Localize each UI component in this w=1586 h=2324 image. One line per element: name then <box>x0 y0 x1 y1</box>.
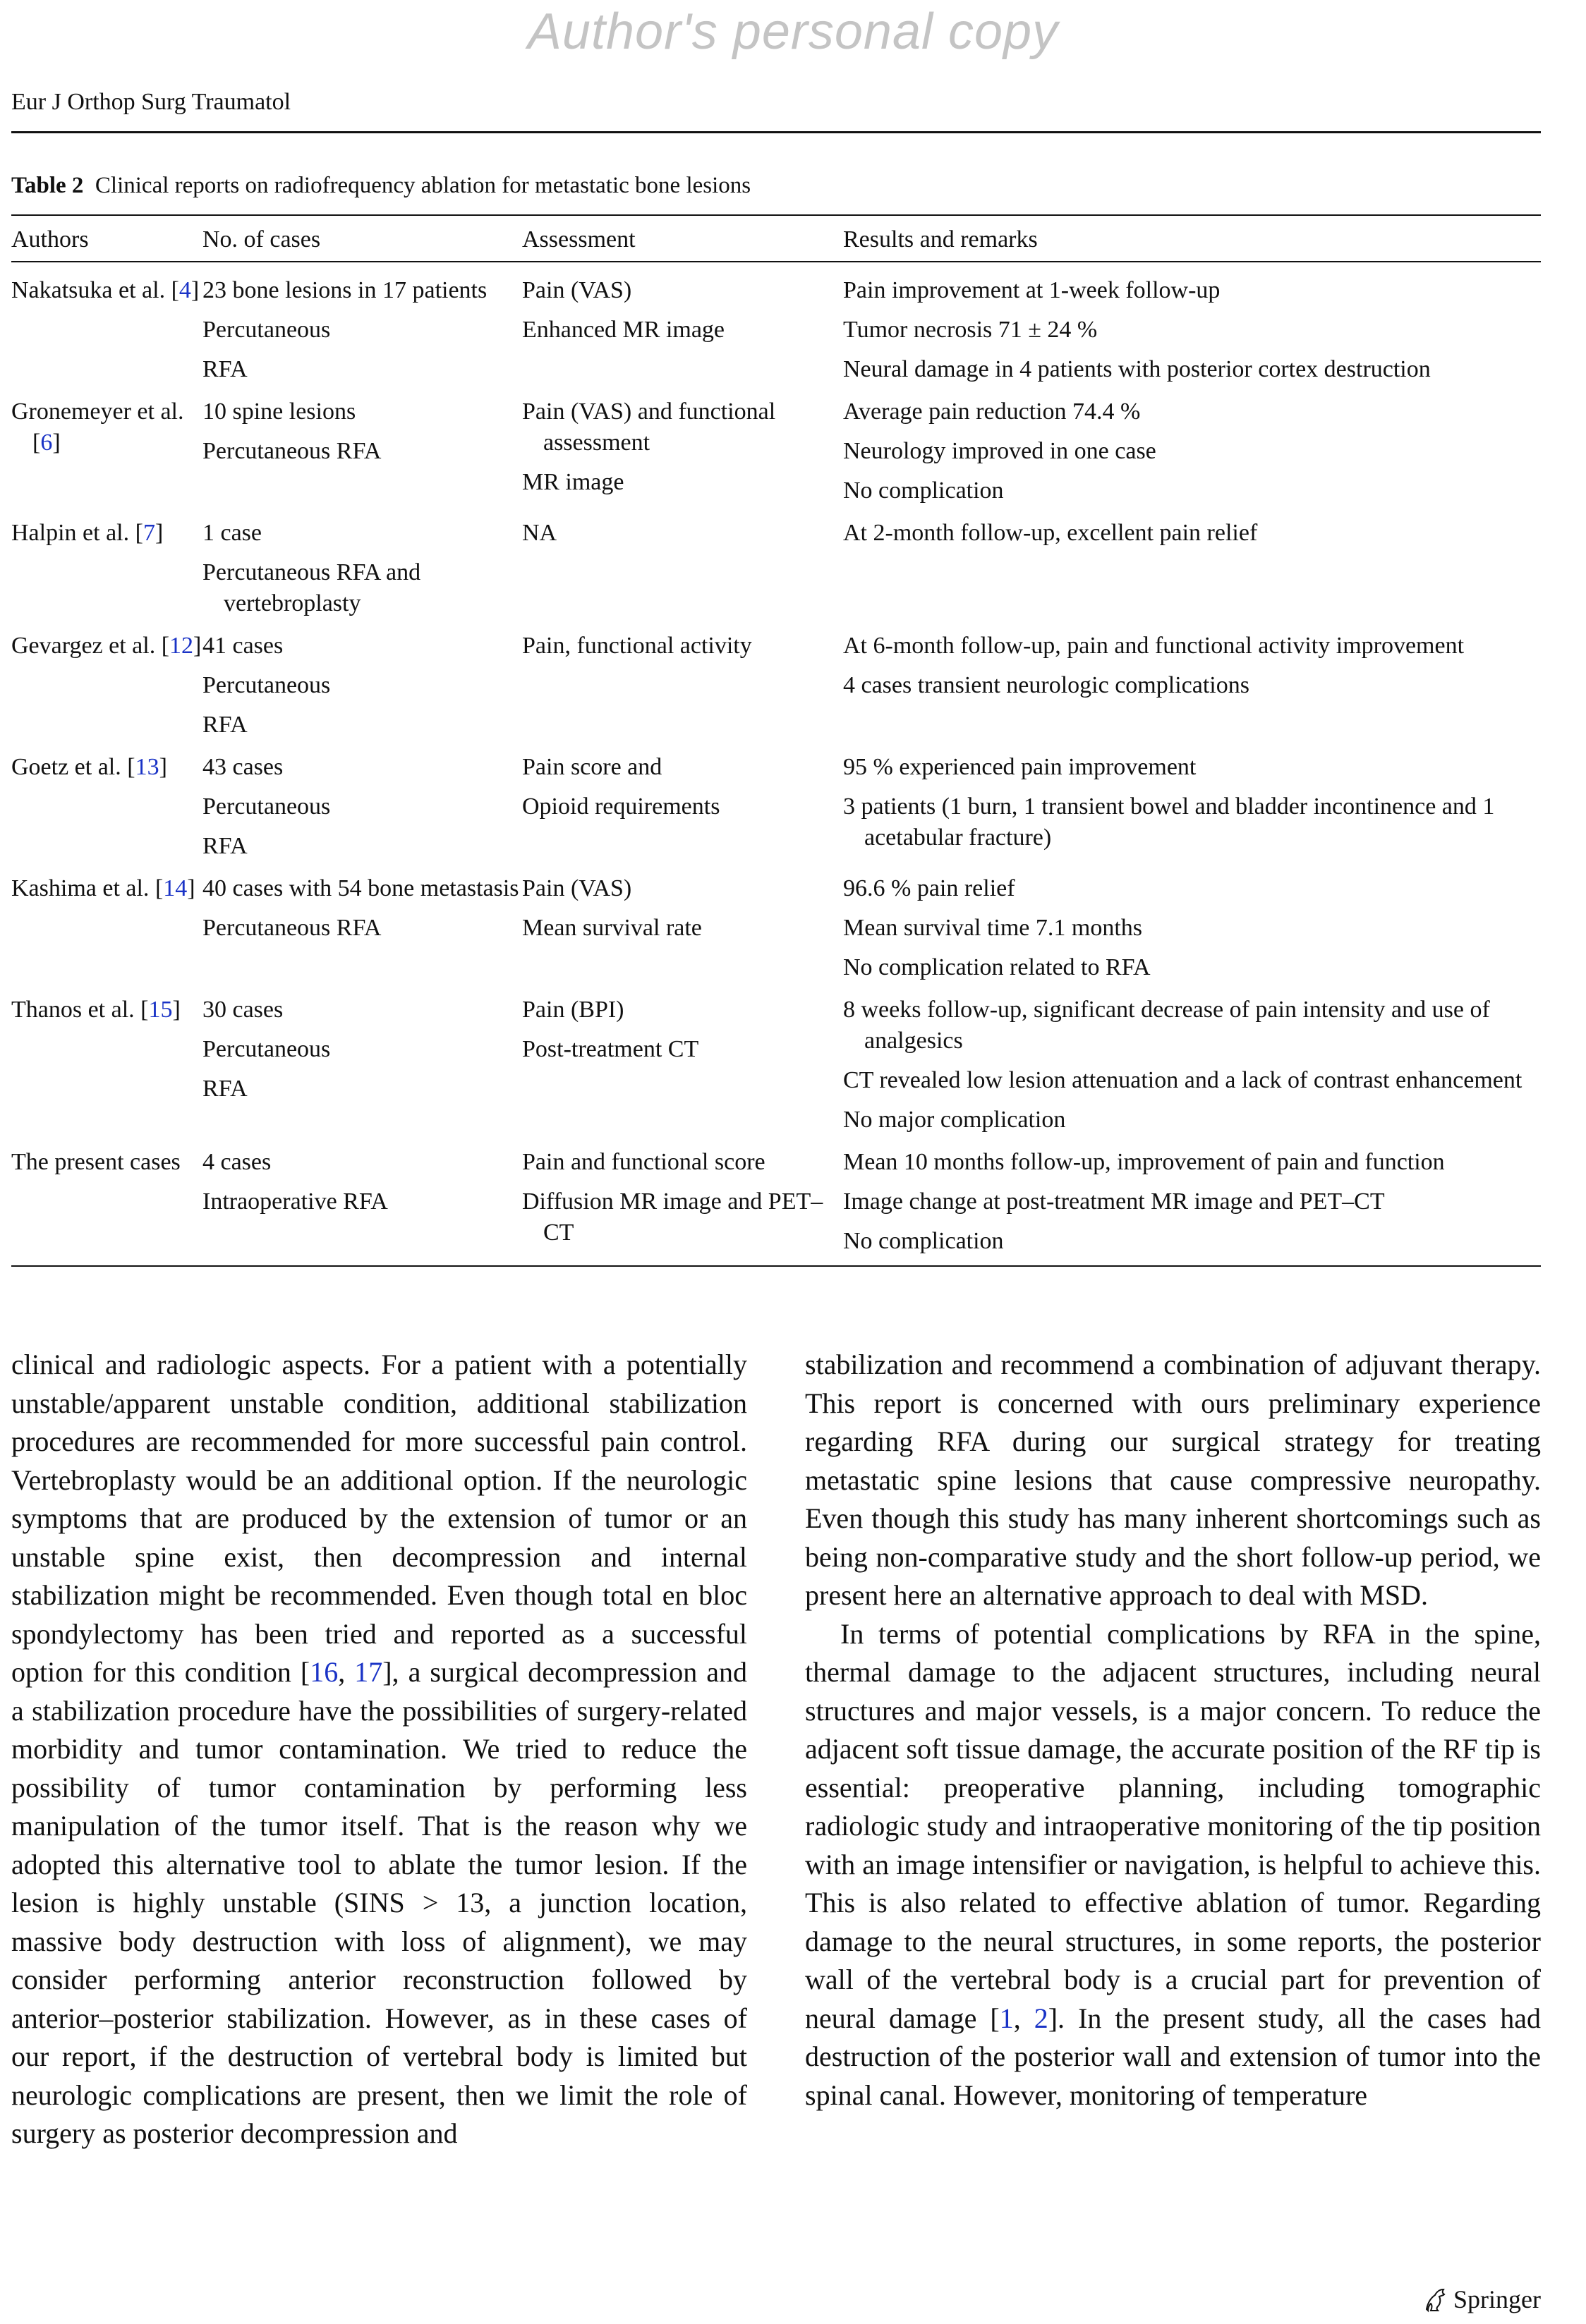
cases-cell <box>202 623 522 745</box>
cell-line: 41 cases <box>202 633 284 659</box>
cell-line: Pain score and <box>522 754 662 780</box>
cell-line: 30 cases <box>202 997 284 1023</box>
cases-cell <box>202 262 522 389</box>
publisher-logo <box>1421 2284 1541 2315</box>
cell-line: No complication <box>843 1228 1004 1254</box>
cell-line: At 2-month follow-up, excellent pain relief <box>843 520 1258 546</box>
author-text: Halpin et al. <box>11 520 130 546</box>
text-run: , <box>1013 2002 1034 2034</box>
cases-cell <box>202 866 522 987</box>
cell-line: Post-treatment CT <box>522 1036 699 1062</box>
table-caption <box>11 171 751 200</box>
cell-line: Percutaneous <box>202 672 331 698</box>
cell-line: RFA <box>202 1076 248 1102</box>
text-run: In terms of potential complications by RFA in the spine, thermal damage to the adjacent structures, including neural structures and major vessels, is a major concern. To reduce the adjacent soft tissue damage, the accurate position of the RF tip is essential: preoperative planning, including tomographic radiologic study and intraoperative monitoring of the tip position with an image intensifier or navigation, is helpful to achieve this. This is also related to effective ablation of tumor. Regarding damage to the neural structures, in some reports, the posterior wall of the vertebral body is a crucial part for prevention of neural damage [ <box>805 1617 1541 2034</box>
cell-line: Pain (VAS) <box>522 277 632 303</box>
cell-line: Percutaneous RFA <box>202 915 382 941</box>
author-name: Thanos et al. [15] <box>11 997 181 1023</box>
results-cell <box>843 262 1541 389</box>
springer-horse-icon <box>1421 2285 1449 2313</box>
table-row <box>11 866 1541 987</box>
column-header: No. of cases <box>202 215 522 262</box>
author-text: Goetz et al. <box>11 754 121 780</box>
table-row <box>11 1140 1541 1266</box>
cell-line: Average pain reduction 74.4 % <box>843 399 1141 425</box>
cell-line: Percutaneous <box>202 1036 331 1062</box>
cell-line: NA <box>522 520 557 546</box>
author-name: Kashima et al. [14] <box>11 875 195 901</box>
cell-line: No complication related to RFA <box>843 954 1151 980</box>
author-name <box>11 1147 202 1178</box>
table-row <box>11 511 1541 623</box>
table-row <box>11 262 1541 389</box>
citation-link[interactable]: 2 <box>1034 2002 1048 2034</box>
cell-line: 1 case <box>202 520 262 546</box>
author-name: Goetz et al. [13] <box>11 754 167 780</box>
results-cell <box>843 745 1541 866</box>
cell-line: CT revealed low lesion attenuation and a lack of contrast enhancement <box>843 1067 1523 1093</box>
column-header: Authors <box>11 215 202 262</box>
text-run: , <box>338 1656 355 1688</box>
paragraph: stabilization and recommend a combination of adjuvant therapy. This report is concerned with ours preliminary experience regarding RFA during our surgical strategy for treating metastatic spine lesions that cause compressive neuropathy. Even though this study has many inherent shortcomings such as being non-comparative study and the short follow-up period, we present here an alternative approach to deal with MSD. <box>805 1349 1541 1611</box>
cases-cell <box>202 745 522 866</box>
citation-link[interactable]: 16 <box>310 1656 339 1688</box>
author-cell <box>11 389 202 511</box>
cell-line: Pain (VAS) and functional assessment <box>522 399 776 456</box>
author-cell <box>11 623 202 745</box>
cases-cell <box>202 1140 522 1266</box>
assessment-cell <box>522 623 843 745</box>
text-run: ], a surgical decompression and a stabilization procedure have the possibilities of surgery-related morbidity and tumor contamination. We tried to reduce the possibility of tumor contamination by performing less manipulation of the tumor itself. That is the reason why we adopted this alternative tool to ablate the tumor lesion. If the lesion is highly unstable (SINS > 13, a junction location, massive body destruction with loss of alignment), we may consider performing anterior reconstruction followed by anterior–posterior stabilization. However, as in these cases of our report, if the destruction of vertebral body is limited but neurologic complications are present, then we limit the role of surgery as posterior decompression and <box>11 1656 747 2149</box>
author-cell <box>11 262 202 389</box>
author-text: Gevargez et al. <box>11 633 156 659</box>
cell-line: 4 cases <box>202 1149 272 1175</box>
cell-line: RFA <box>202 356 248 382</box>
table-row <box>11 389 1541 511</box>
results-table <box>11 214 1541 1267</box>
journal-header: Eur J Orthop Surg Traumatol <box>11 89 291 115</box>
citation-link[interactable]: 12 <box>169 633 194 659</box>
author-cell <box>11 511 202 623</box>
cell-line: 43 cases <box>202 754 284 780</box>
body-text <box>11 1346 1541 2206</box>
cell-line: RFA <box>202 712 248 738</box>
cell-line: 95 % experienced pain improvement <box>843 754 1197 780</box>
citation-link[interactable]: 14 <box>163 875 188 901</box>
cell-line: No complication <box>843 477 1004 504</box>
cases-cell <box>202 987 522 1140</box>
table-title: Clinical reports on radiofrequency ablation for metastatic bone lesions <box>95 173 751 198</box>
cell-line: Neurology improved in one case <box>843 438 1156 464</box>
cell-line: Percutaneous <box>202 793 331 820</box>
cell-line: Diffusion MR image and PET–CT <box>522 1188 823 1246</box>
cell-line: Percutaneous RFA <box>202 438 382 464</box>
table-label: Table 2 <box>11 173 84 198</box>
citation-link[interactable]: 4 <box>178 277 191 303</box>
cell-line: Image change at post-treatment MR image and PET–CT <box>843 1188 1385 1215</box>
assessment-cell <box>522 262 843 389</box>
cell-line: Intraoperative RFA <box>202 1188 388 1215</box>
publisher-name: Springer <box>1453 2285 1541 2313</box>
table-row <box>11 745 1541 866</box>
cell-line: Pain (VAS) <box>522 875 632 901</box>
cell-line: 23 bone lesions in 17 patients <box>202 277 488 303</box>
right-column <box>805 1346 1541 2206</box>
cell-line: Opioid requirements <box>522 793 720 820</box>
assessment-cell <box>522 987 843 1140</box>
cell-line: No major complication <box>843 1107 1066 1133</box>
citation-link[interactable]: 15 <box>148 997 173 1023</box>
cell-line: 40 cases with 54 bone metastasis <box>202 875 519 901</box>
table-row <box>11 623 1541 745</box>
citation-link[interactable]: 6 <box>40 430 53 456</box>
citation-link[interactable]: 7 <box>143 520 155 546</box>
cell-line: Enhanced MR image <box>522 317 725 343</box>
cell-line: 8 weeks follow-up, significant decrease of pain intensity and use of analgesics <box>843 997 1490 1054</box>
author-text: Kashima et al. <box>11 875 150 901</box>
cell-line: 10 spine lesions <box>202 399 356 425</box>
cell-line: RFA <box>202 833 248 859</box>
text-run: ]. In the present study, all the cases had destruction of the posterior wall and extension of tumor into the spinal canal. However, monitoring of temperature <box>805 2002 1542 2111</box>
watermark: Author's personal copy <box>527 4 1059 60</box>
author-cell <box>11 1140 202 1266</box>
cell-line: Mean survival time 7.1 months <box>843 915 1143 941</box>
assessment-cell <box>522 511 843 623</box>
table-header-row <box>11 215 1541 262</box>
author-text: Gronemeyer et al. <box>11 399 184 425</box>
text-run: clinical and radiologic aspects. For a patient with a potentially unstable/apparent unstable condition, additional stabilization procedures are recommended for more successful pain control. Vertebroplasty would be an additional option. If the neurologic symptoms that are produced by the extension of tumor or an unstable spine exist, then decompression and internal stabilization might be recommended. Even though total en bloc spondylectomy has been tried and reported as a successful option for this condition [ <box>11 1349 747 1688</box>
author-name: Nakatsuka et al. [4] <box>11 277 200 303</box>
author-cell <box>11 866 202 987</box>
cell-line: Tumor necrosis 71 ± 24 % <box>843 317 1098 343</box>
assessment-cell <box>522 866 843 987</box>
results-cell <box>843 389 1541 511</box>
author-text: Nakatsuka et al. <box>11 277 166 303</box>
cell-line: Pain improvement at 1-week follow-up <box>843 277 1221 303</box>
column-header: Results and remarks <box>843 215 1541 262</box>
citation-link[interactable]: 17 <box>354 1656 383 1688</box>
table-body <box>11 262 1541 1266</box>
cell-line: Mean survival rate <box>522 915 702 941</box>
citation-link[interactable]: 13 <box>135 754 159 780</box>
paragraph <box>805 1615 1541 2115</box>
cases-cell <box>202 389 522 511</box>
column-header: Assessment <box>522 215 843 262</box>
results-cell <box>843 623 1541 745</box>
cell-line: 3 patients (1 burn, 1 transient bowel and bladder incontinence and 1 acetabular fracture) <box>843 793 1495 851</box>
cell-line: 96.6 % pain relief <box>843 875 1015 901</box>
author-name: Gronemeyer et al. [6] <box>11 399 184 456</box>
author-text: The present cases <box>11 1149 181 1175</box>
cell-line: Mean 10 months follow-up, improvement of pain and function <box>843 1149 1445 1175</box>
header-rule <box>11 131 1541 133</box>
author-cell <box>11 987 202 1140</box>
cell-line: 4 cases transient neurologic complications <box>843 672 1249 698</box>
cell-line: MR image <box>522 469 624 495</box>
left-column <box>11 1346 747 2206</box>
cases-cell <box>202 511 522 623</box>
results-cell <box>843 987 1541 1140</box>
cell-line: Percutaneous RFA and vertebroplasty <box>202 559 421 616</box>
cell-line: Pain, functional activity <box>522 633 752 659</box>
author-name: Gevargez et al. [12] <box>11 633 202 659</box>
author-cell <box>11 745 202 866</box>
author-text: Thanos et al. <box>11 997 135 1023</box>
paragraph <box>11 1346 747 2153</box>
table-row <box>11 987 1541 1140</box>
assessment-cell <box>522 745 843 866</box>
cell-line: Percutaneous <box>202 317 331 343</box>
author-name: Halpin et al. [7] <box>11 520 164 546</box>
cell-line: At 6-month follow-up, pain and functional activity improvement <box>843 633 1465 659</box>
cell-line: Pain and functional score <box>522 1149 765 1175</box>
cell-line: Neural damage in 4 patients with posterior cortex destruction <box>843 356 1431 382</box>
results-cell <box>843 866 1541 987</box>
assessment-cell <box>522 1140 843 1266</box>
assessment-cell <box>522 389 843 511</box>
results-cell <box>843 511 1541 623</box>
cell-line: Pain (BPI) <box>522 997 624 1023</box>
citation-link[interactable]: 1 <box>999 2002 1014 2034</box>
results-cell <box>843 1140 1541 1266</box>
